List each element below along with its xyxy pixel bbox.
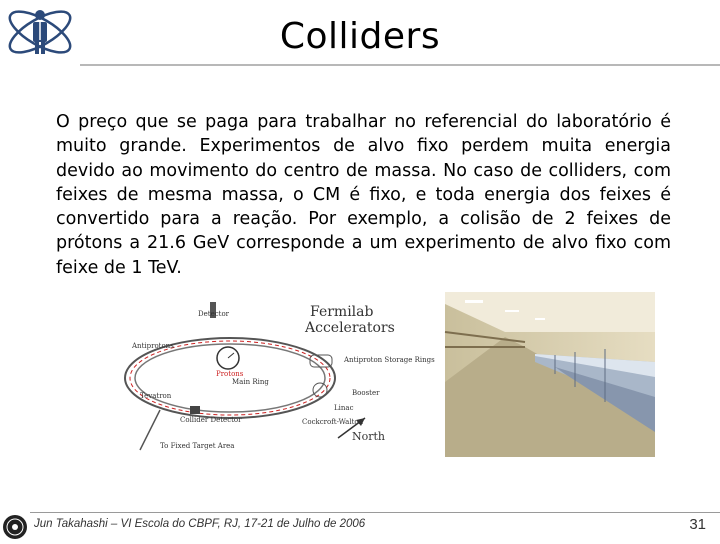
accelerator-tunnel-photo bbox=[445, 292, 655, 457]
diagram-heading-line2: Accelerators bbox=[305, 320, 395, 336]
footer-credit: Jun Takahashi – VI Escola do CBPF, RJ, 17-21 de Julho de 2006 bbox=[34, 518, 366, 530]
body-paragraph: O preço que se paga para trabalhar no referencial do laboratório é muito grande. Experimentos de alvo fixo perdem muita energia devido ao movimento do centro de massa. No caso de colliders, com feixes de mesma massa, o CM é fixo, e toda energia dos feixes é convertido para a reação. Por exemplo, a colisão de 2 feixes de prótons a 21.6 GeV corresponde a um experimento de alvo fixo com feixe de 1 TeV. bbox=[56, 112, 671, 278]
label-main-ring: Main Ring bbox=[232, 378, 269, 386]
page-number: 31 bbox=[689, 516, 706, 533]
label-antiprotons: Antiprotons bbox=[132, 342, 174, 350]
label-booster: Booster bbox=[352, 389, 380, 397]
label-fixed-target: To Fixed Target Area bbox=[160, 442, 235, 450]
footer-divider bbox=[30, 512, 720, 513]
title-divider bbox=[80, 64, 720, 66]
label-tevatron: Tevatron bbox=[140, 392, 172, 400]
label-antiproton-storage: Antiproton Storage Rings bbox=[344, 356, 435, 364]
label-protons: Protons bbox=[216, 370, 244, 378]
label-cockcroft: Cockcroft-Walton bbox=[302, 418, 364, 426]
university-seal-icon bbox=[2, 514, 28, 540]
label-detector: Detector bbox=[198, 310, 230, 318]
label-north: North bbox=[352, 430, 386, 443]
diagram-heading-line1: Fermilab bbox=[310, 304, 374, 320]
slide-title: Colliders bbox=[279, 16, 441, 57]
label-linac: Linac bbox=[334, 404, 354, 412]
label-collider-detector: Collider Detector bbox=[180, 416, 242, 424]
fermilab-accelerators-diagram bbox=[120, 300, 435, 465]
